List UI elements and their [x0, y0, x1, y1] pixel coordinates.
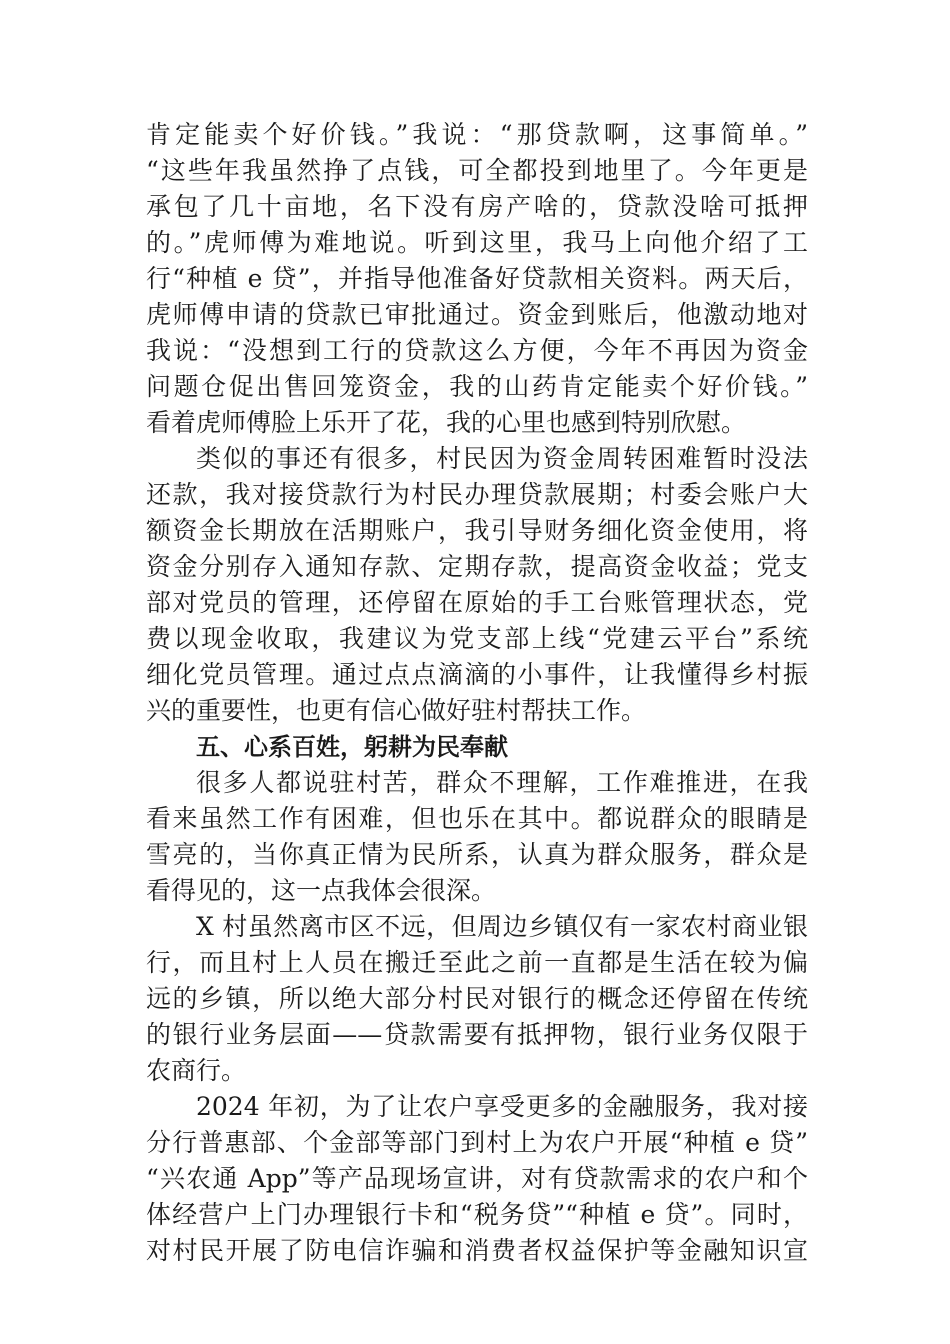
paragraph-first-line: X 村虽然离市区不远，但周边乡镇仅有一家农村商业银: [196, 912, 808, 941]
text-line: 对村民开展了防电信诈骗和消费者权益保护等金融知识宣: [146, 1236, 808, 1265]
text-line: 承包了几十亩地，名下没有房产啥的，贷款没啥可抵押: [146, 192, 808, 221]
text-line: 的。”虎师傅为难地说。听到这里，我马上向他介绍了工: [146, 228, 808, 257]
text-line: 我说：“没想到工行的贷款这么方便，今年不再因为资金: [146, 336, 808, 365]
paragraph-first-line: 类似的事还有很多，村民因为资金周转困难暂时没法: [196, 444, 808, 473]
text-line: 远的乡镇，所以绝大部分村民对银行的概念还停留在传统: [146, 984, 808, 1013]
text-line: 体经营户上门办理银行卡和“税务贷”“种植 e 贷”。同时，: [146, 1200, 808, 1229]
text-line: 细化党员管理。通过点点滴滴的小事件，让我懂得乡村振: [146, 660, 808, 689]
text-line: 肯定能卖个好价钱。”我说：“那贷款啊，这事简单。”: [146, 120, 808, 149]
text-line: 的银行业务层面——贷款需要有抵押物，银行业务仅限于: [146, 1020, 808, 1049]
text-line: “这些年我虽然挣了点钱，可全都投到地里了。今年更是: [146, 156, 808, 185]
text-line: 虎师傅申请的贷款已审批通过。资金到账后，他激动地对: [146, 300, 808, 329]
text-line: 问题仓促出售回笼资金，我的山药肯定能卖个好价钱。”: [146, 372, 808, 401]
section-heading: 五、心系百姓，躬耕为民奉献: [196, 733, 508, 761]
text-line: 看来虽然工作有困难，但也乐在其中。都说群众的眼睛是: [146, 804, 808, 833]
text-line: 还款，我对接贷款行为村民办理贷款展期；村委会账户大: [146, 480, 808, 509]
text-line: 雪亮的，当你真正情为民所系，认真为群众服务，群众是: [146, 840, 808, 869]
paragraph-first-line: 2024 年初，为了让农户享受更多的金融服务，我对接: [196, 1092, 808, 1121]
text-line: 资金分别存入通知存款、定期存款，提高资金收益；党支: [146, 552, 808, 581]
text-line: 看着虎师傅脸上乐开了花，我的心里也感到特别欣慰。: [146, 408, 747, 437]
text-line: 行“种植 e 贷”，并指导他准备好贷款相关资料。两天后，: [146, 264, 808, 293]
text-line: 额资金长期放在活期账户，我引导财务细化资金使用，将: [146, 516, 808, 545]
text-line: 费以现金收取，我建议为党支部上线“党建云平台”系统: [146, 624, 808, 653]
text-line: 兴的重要性，也更有信心做好驻村帮扶工作。: [146, 696, 647, 725]
text-line: 行，而且村上人员在搬迁至此之前一直都是生活在较为偏: [146, 948, 808, 977]
text-line: 分行普惠部、个金部等部门到村上为农户开展“种植 e 贷”: [146, 1128, 808, 1157]
text-line: 看得见的，这一点我体会很深。: [146, 876, 497, 905]
text-line: 部对党员的管理，还停留在原始的手工台账管理状态，党: [146, 588, 808, 617]
text-line: “兴农通 App”等产品现场宣讲，对有贷款需求的农户和个: [146, 1164, 808, 1193]
paragraph-first-line: 很多人都说驻村苦，群众不理解，工作难推进，在我: [196, 768, 808, 797]
text-line: 农商行。: [146, 1056, 247, 1085]
